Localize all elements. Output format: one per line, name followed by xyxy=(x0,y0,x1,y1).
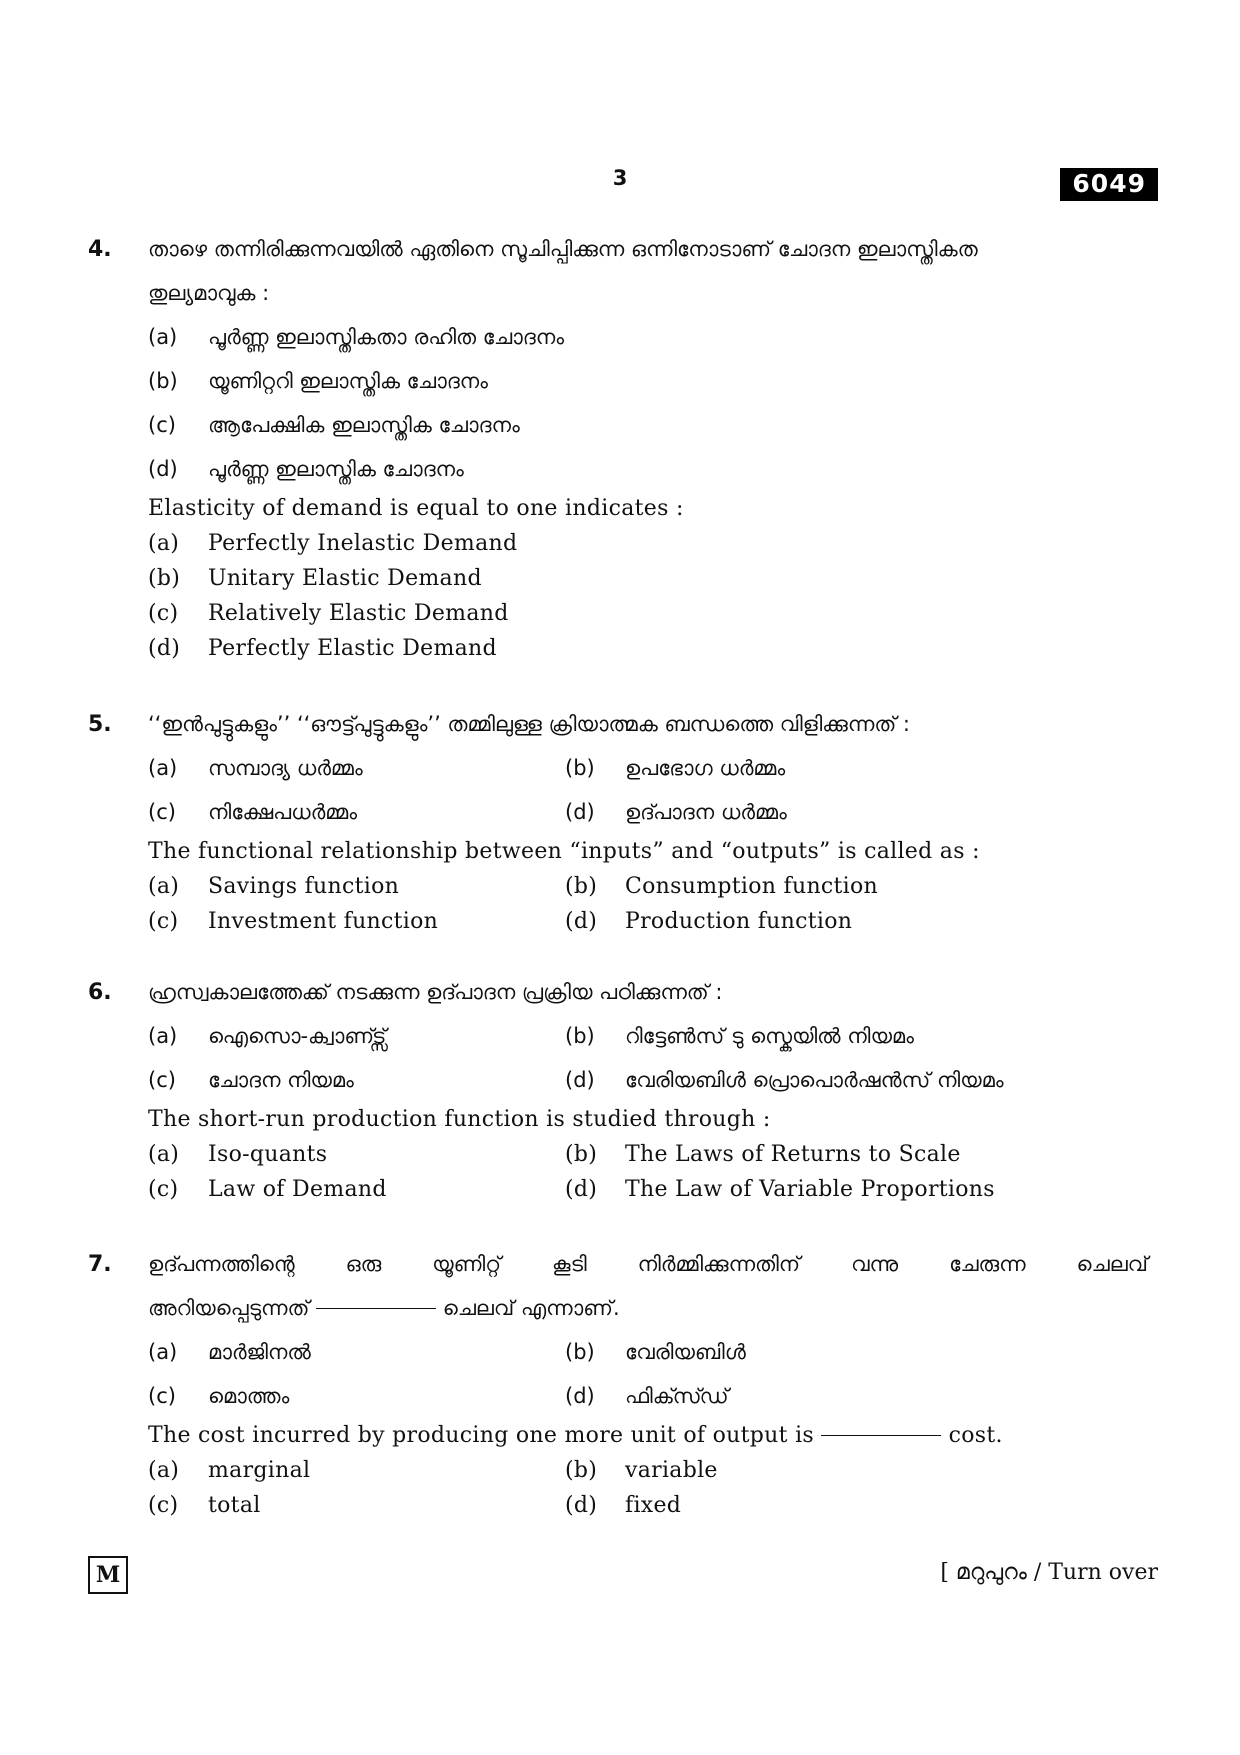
fill-in-blank xyxy=(821,1435,941,1436)
ml-stem-part-1: അറിയപ്പെടുന്നത് xyxy=(148,1296,310,1320)
page-number: 3 xyxy=(612,166,628,190)
paper-code-badge: 6049 xyxy=(1060,168,1158,201)
footer-mark-box: M xyxy=(88,1556,128,1594)
question-number: 6. xyxy=(88,980,112,1005)
en-question-stem xyxy=(148,1418,1148,1453)
en-question-stem: Elasticity of demand is equal to one indicates : xyxy=(148,496,684,521)
question-number: 4. xyxy=(88,237,112,262)
ml-question-stem: ഉദ്പന്നത്തിന്റെ ഒരു യൂണിറ്റ് കൂടി നിർമ്മിക്കുന്നതിന് വന്നു ചേരുന്ന ചെലവ് xyxy=(148,1252,1148,1276)
ml-question-stem: ‘‘ഇൻപുട്ടുകളും’’ ‘‘ഔട്ട്പുട്ടുകളും’’ തമ്മിലുള്ള ക്രിയാത്മക ബന്ധത്തെ വിളിക്കുന്നത് : xyxy=(148,712,911,736)
turn-over-label: [ മറുപുറം / Turn over xyxy=(940,1560,1158,1585)
question-number: 7. xyxy=(88,1252,112,1277)
en-stem-part-1: The cost incurred by producing one more unit of output is xyxy=(148,1423,814,1448)
ml-question-stem-line-2 xyxy=(148,1286,1148,1330)
en-stem-part-2: cost. xyxy=(948,1423,1003,1448)
en-question-stem: The functional relationship between “inputs” and “outputs” is called as : xyxy=(148,839,980,864)
fill-in-blank xyxy=(316,1308,436,1309)
ml-question-stem: താഴെ തന്നിരിക്കുന്നവയിൽ ഏതിനെ സൂചിപ്പിക്കുന്ന ഒന്നിനോടാണ് ചോദന ഇലാസ്തികത xyxy=(148,237,978,261)
ml-stem-part-2: ചെലവ് എന്നാണ്. xyxy=(442,1296,620,1320)
question-number: 5. xyxy=(88,712,112,737)
ml-question-stem: ഹ്രസ്വകാലത്തേക്ക് നടക്കുന്ന ഉദ്പാദന പ്രക്രിയ പഠിക്കുന്നത് : xyxy=(148,980,723,1004)
ml-question-stem-line-2: തുല്യമാവുക : xyxy=(148,281,270,305)
en-question-stem: The short-run production function is studied through : xyxy=(148,1107,771,1132)
